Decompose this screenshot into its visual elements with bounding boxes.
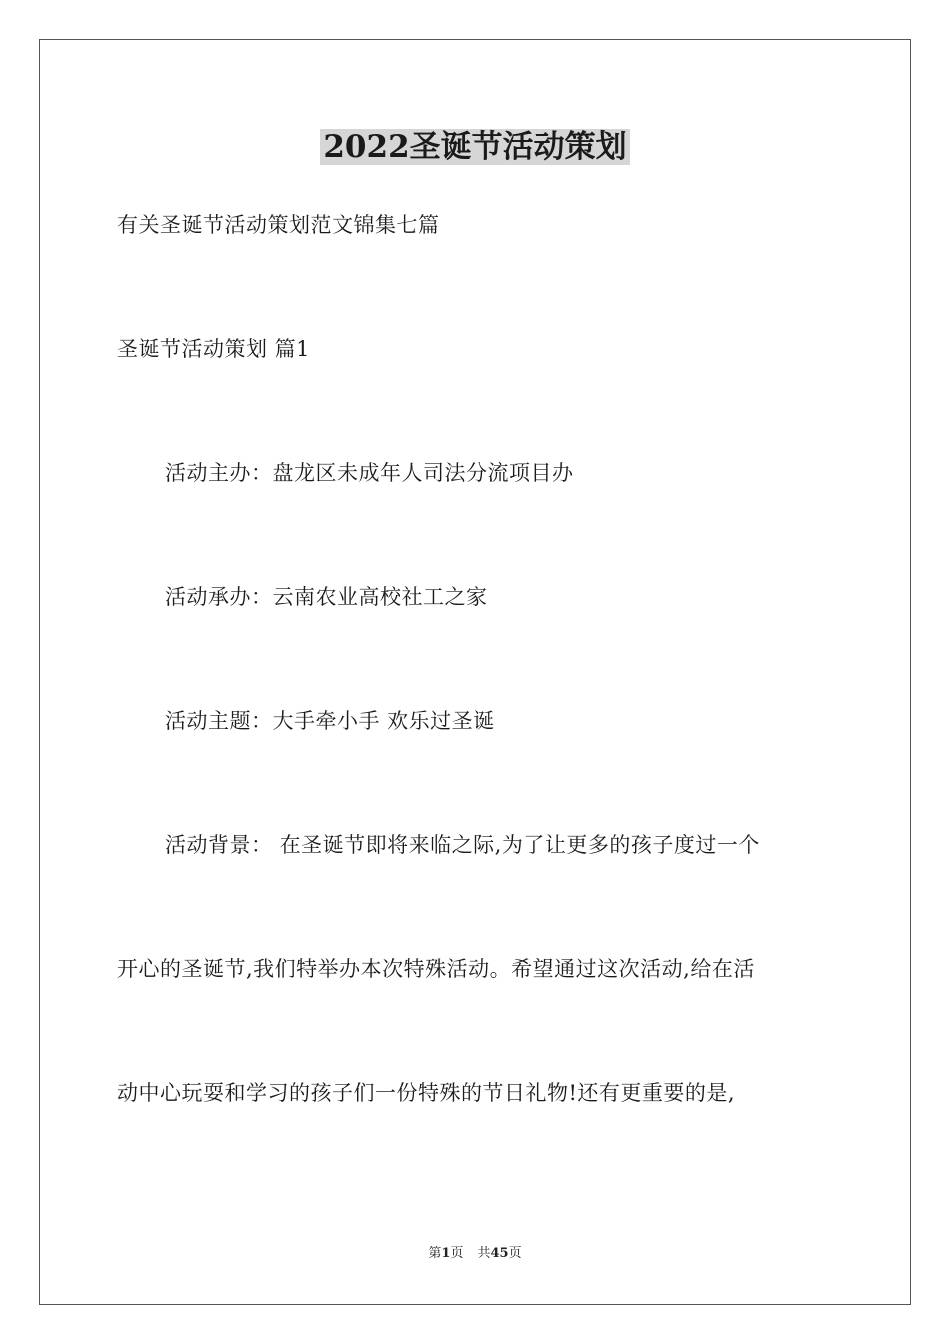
footer-total-suffix: 页 (508, 1246, 522, 1261)
footer-page-number: 1 (441, 1246, 451, 1261)
page-footer (0, 1245, 950, 1263)
paragraph-undertaker: 活动承办：云南农业高校社工之家 (165, 585, 488, 609)
footer-total-pages: 45 (490, 1246, 509, 1261)
document-title (0, 125, 950, 169)
document-subtitle: 有关圣诞节活动策划范文锦集七篇 (117, 213, 440, 237)
document-title-text: 2022圣诞节活动策划 (320, 129, 629, 165)
paragraph-background-line-2: 开心的圣诞节,我们特举办本次特殊活动。希望通过这次活动,给在活 (117, 957, 755, 981)
paragraph-organizer: 活动主办：盘龙区未成年人司法分流项目办 (165, 461, 574, 485)
paragraph-background-line-1: 活动背景： 在圣诞节即将来临之际,为了让更多的孩子度过一个 (165, 833, 760, 857)
footer-total-prefix: 共 (477, 1246, 491, 1261)
footer-page-prefix: 第 (428, 1246, 442, 1261)
section-heading: 圣诞节活动策划 篇1 (117, 337, 311, 361)
paragraph-theme: 活动主题：大手牵小手 欢乐过圣诞 (165, 709, 495, 733)
footer-page-suffix: 页 (450, 1246, 464, 1261)
paragraph-background-line-3: 动中心玩耍和学习的孩子们一份特殊的节日礼物!还有更重要的是, (117, 1081, 736, 1105)
